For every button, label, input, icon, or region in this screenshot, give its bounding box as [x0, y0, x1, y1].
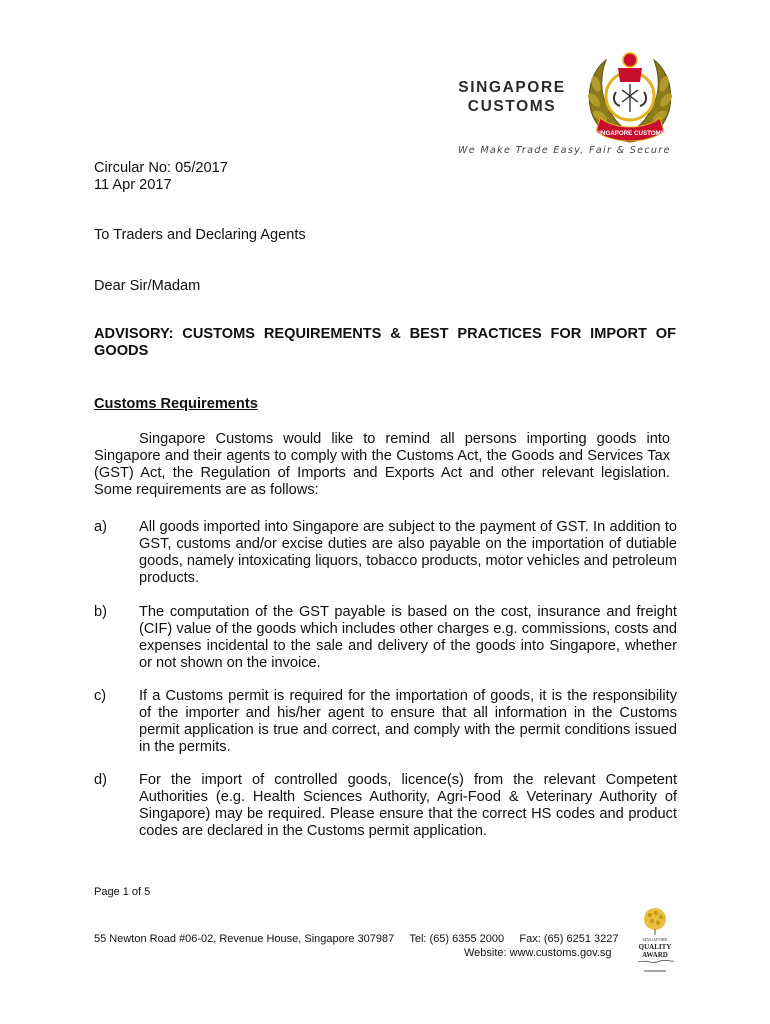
org-name: [456, 78, 568, 116]
circular-date: 11 Apr 2017: [94, 177, 172, 193]
list-item-text: All goods imported into Singapore are subject to the payment of GST. In addition to GST, customs and/or excise duties are also payable on the importation of dutiable goods, namely intoxicating liquors, tobacco products, motor vehicles and petroleum products.: [139, 519, 677, 586]
list-item-marker: d): [94, 772, 107, 788]
subject-heading: ADVISORY: CUSTOMS REQUIREMENTS & BEST PRACTICES FOR IMPORT OF GOODS: [94, 326, 676, 359]
award-line2: QUALITY: [638, 943, 672, 951]
addressee: To Traders and Declaring Agents: [94, 227, 306, 243]
list-item-text: For the import of controlled goods, licence(s) from the relevant Competent Authorities (e.g. Health Sciences Authority, Agri-Food & Veterinary Authority of Singapore) may be required. Please ensure that the correct HS codes and product codes are declared in the Customs permit application.: [139, 772, 677, 839]
greeting: Dear Sir/Madam: [94, 278, 201, 294]
list-item-text: The computation of the GST payable is based on the cost, insurance and freight (CIF) value of the goods which includes other charges e.g. commissions, costs and expenses incidental to the sale and delivery of the goods into Singapore, whether or not shown on the invoice.: [139, 604, 677, 671]
list-item: [94, 688, 678, 756]
org-name-line2: CUSTOMS: [467, 98, 557, 115]
footer-website: Website: www.customs.gov.sg: [464, 947, 612, 959]
footer-address: 55 Newton Road #06-02, Revenue House, Singapore 307987 Tel: (65) 6355 2000 Fax: (65) 6251 3227: [94, 933, 619, 945]
award-line3: AWARD: [642, 951, 668, 959]
award-line1: SINGAPORE: [642, 937, 668, 942]
list-item-marker: a): [94, 519, 107, 535]
singapore-customs-crest-logo: [582, 46, 678, 148]
list-item-marker: b): [94, 604, 107, 620]
intro-paragraph: Singapore Customs would like to remind all persons importing goods into Singapore and their agents to comply with the Customs Act, the Goods and Services Tax (GST) Act, the Regulation of Imports and Exports Act and other relevant legislation. Some requirements are as follows:: [94, 431, 670, 498]
logo-ribbon-text: SINGAPORE CUSTOMS: [595, 130, 665, 137]
list-item: [94, 604, 678, 672]
quality-award-logo: [630, 905, 680, 977]
tagline: We Make Trade Easy, Fair & Secure: [458, 145, 671, 156]
section-heading: Customs Requirements: [94, 396, 258, 412]
list-item-marker: c): [94, 688, 107, 704]
page-number: Page 1 of 5: [94, 886, 151, 898]
list-item: [94, 519, 678, 587]
circular-number: Circular No: 05/2017: [94, 160, 228, 176]
list-item: [94, 772, 678, 840]
list-item-text: If a Customs permit is required for the importation of goods, it is the responsibility of the importer and his/her agent to ensure that all information in the Customs permit application is true and correct, and comply with the permit conditions issued in the permits.: [139, 688, 677, 755]
org-name-line1: SINGAPORE: [458, 79, 566, 96]
